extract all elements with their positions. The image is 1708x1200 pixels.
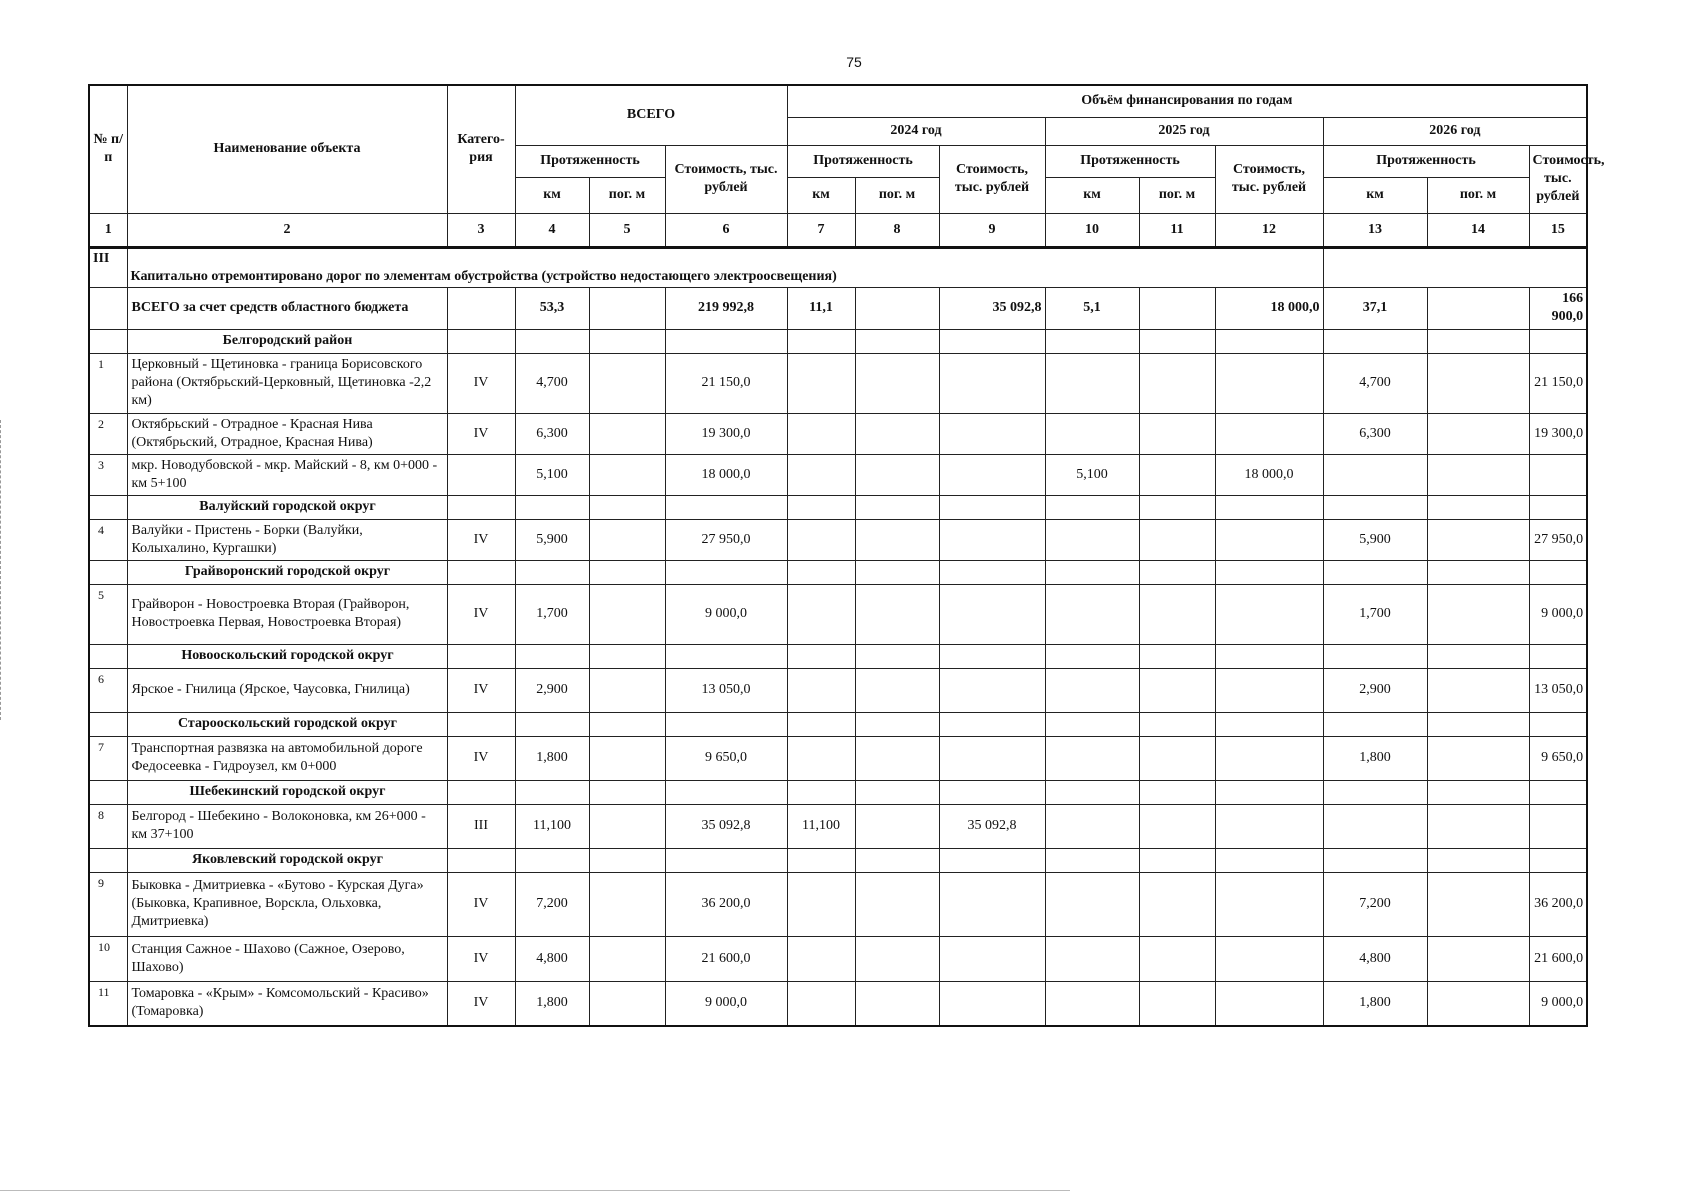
table-row [89, 413, 1587, 454]
district-row [89, 712, 1587, 736]
y2024-km-cell [787, 519, 855, 560]
row-num: 6 [89, 668, 127, 712]
y2024-pm-cell [855, 454, 939, 495]
table-row [89, 936, 1587, 981]
y2025-km-cell [1045, 736, 1139, 780]
header-category: Катего-рия [447, 85, 515, 213]
row-num: 7 [89, 736, 127, 780]
y2026-cost-cell: 21 150,0 [1529, 353, 1587, 413]
column-number: 2 [127, 213, 447, 247]
district-name: Валуйский городской округ [127, 495, 447, 519]
y2024-cost-cell [939, 353, 1045, 413]
cost-cell: 9 000,0 [665, 584, 787, 644]
category-cell: IV [447, 936, 515, 981]
km-cell: 1,700 [515, 584, 589, 644]
total-row [89, 287, 1587, 329]
km-cell: 4,800 [515, 936, 589, 981]
y2024-km-cell [787, 454, 855, 495]
header-year-2024: 2024 год [787, 117, 1045, 145]
y2024-km-cell [787, 668, 855, 712]
financing-table [88, 84, 1605, 1027]
category-cell: IV [447, 736, 515, 780]
pm-cell [589, 353, 665, 413]
y2024-km-cell [787, 413, 855, 454]
district-name: Новооскольский городской округ [127, 644, 447, 668]
district-name: Шебекинский городской округ [127, 780, 447, 804]
y2025-km-cell [1045, 413, 1139, 454]
cost-cell: 21 150,0 [665, 353, 787, 413]
y2025-pm-cell [1139, 981, 1215, 1026]
header-cost: Стоимость, тыс. рублей [1215, 145, 1323, 213]
y2025-cost-cell [1215, 413, 1323, 454]
header-total: ВСЕГО [515, 85, 787, 145]
y2026-pm-cell [1427, 872, 1529, 936]
y2024-cost-cell [939, 519, 1045, 560]
section-num: III [89, 247, 127, 287]
total-2025-cost: 18 000,0 [1215, 287, 1323, 329]
category-cell: IV [447, 519, 515, 560]
y2024-cost-cell [939, 584, 1045, 644]
table-body [89, 247, 1587, 1026]
header-km: км [787, 177, 855, 213]
header-pm: пог. м [1139, 177, 1215, 213]
scan-bottom-rule [0, 1190, 1070, 1191]
pm-cell [589, 668, 665, 712]
cost-cell: 18 000,0 [665, 454, 787, 495]
y2026-cost-cell: 21 600,0 [1529, 936, 1587, 981]
y2026-pm-cell [1427, 981, 1529, 1026]
y2025-pm-cell [1139, 454, 1215, 495]
category-cell [447, 454, 515, 495]
y2026-km-cell: 4,800 [1323, 936, 1427, 981]
district-name: Старооскольский городской округ [127, 712, 447, 736]
y2024-km-cell [787, 353, 855, 413]
district-row [89, 560, 1587, 584]
category-cell: IV [447, 981, 515, 1026]
pm-cell [589, 981, 665, 1026]
category-cell: IV [447, 584, 515, 644]
y2025-pm-cell [1139, 736, 1215, 780]
y2024-cost-cell [939, 872, 1045, 936]
total-2024-cost: 35 092,8 [939, 287, 1045, 329]
y2025-pm-cell [1139, 936, 1215, 981]
cost-cell: 9 650,0 [665, 736, 787, 780]
object-name: Томаровка - «Крым» - Комсомольский - Красиво» (Томаровка) [127, 981, 447, 1026]
y2026-cost-cell: 19 300,0 [1529, 413, 1587, 454]
row-num: 9 [89, 872, 127, 936]
object-name: Станция Сажное - Шахово (Сажное, Озерово, Шахово) [127, 936, 447, 981]
y2024-cost-cell [939, 936, 1045, 981]
header-cost: Стоимость, тыс. рублей [1529, 145, 1587, 213]
y2025-cost-cell [1215, 519, 1323, 560]
column-number: 14 [1427, 213, 1529, 247]
y2026-cost-cell: 9 650,0 [1529, 736, 1587, 780]
y2026-km-cell: 4,700 [1323, 353, 1427, 413]
km-cell: 7,200 [515, 872, 589, 936]
y2026-pm-cell [1427, 736, 1529, 780]
table-row [89, 353, 1587, 413]
y2025-cost-cell: 18 000,0 [1215, 454, 1323, 495]
y2025-pm-cell [1139, 519, 1215, 560]
y2024-pm-cell [855, 519, 939, 560]
y2026-cost-cell: 9 000,0 [1529, 981, 1587, 1026]
y2026-cost-cell [1529, 804, 1587, 848]
category-cell: IV [447, 413, 515, 454]
header-pm: пог. м [589, 177, 665, 213]
y2026-cost-cell: 13 050,0 [1529, 668, 1587, 712]
district-row [89, 329, 1587, 353]
y2025-cost-cell [1215, 872, 1323, 936]
column-number: 9 [939, 213, 1045, 247]
km-cell: 6,300 [515, 413, 589, 454]
y2025-km-cell [1045, 584, 1139, 644]
cost-cell: 13 050,0 [665, 668, 787, 712]
y2025-cost-cell [1215, 804, 1323, 848]
y2024-pm-cell [855, 584, 939, 644]
category-cell: IV [447, 353, 515, 413]
table-row [89, 584, 1587, 644]
y2025-cost-cell [1215, 936, 1323, 981]
category-cell: IV [447, 872, 515, 936]
y2026-km-cell [1323, 454, 1427, 495]
object-name: Грайворон - Новостроевка Вторая (Грайворон, Новостроевка Первая, Новостроевка Вторая) [127, 584, 447, 644]
y2025-pm-cell [1139, 413, 1215, 454]
table-row [89, 872, 1587, 936]
km-cell: 2,900 [515, 668, 589, 712]
y2024-pm-cell [855, 804, 939, 848]
pm-cell [589, 872, 665, 936]
total-2024-km: 11,1 [787, 287, 855, 329]
pm-cell [589, 736, 665, 780]
km-cell: 4,700 [515, 353, 589, 413]
column-number: 8 [855, 213, 939, 247]
y2025-cost-cell [1215, 981, 1323, 1026]
cost-cell: 27 950,0 [665, 519, 787, 560]
cost-cell: 19 300,0 [665, 413, 787, 454]
y2024-cost-cell [939, 454, 1045, 495]
page-number: 75 [846, 54, 862, 70]
y2025-km-cell: 5,100 [1045, 454, 1139, 495]
pm-cell [589, 519, 665, 560]
section-title: Капитально отремонтировано дорог по элементам обустройства (устройство недостающего электроосвещения) [127, 247, 1323, 287]
table-row [89, 981, 1587, 1026]
column-number: 12 [1215, 213, 1323, 247]
y2025-cost-cell [1215, 353, 1323, 413]
district-row [89, 780, 1587, 804]
table-header [89, 85, 1605, 247]
header-km: км [1323, 177, 1427, 213]
y2025-km-cell [1045, 981, 1139, 1026]
row-num: 10 [89, 936, 127, 981]
y2024-km-cell [787, 872, 855, 936]
district-row [89, 495, 1587, 519]
object-name: мкр. Новодубовской - мкр. Майский - 8, км 0+000 - км 5+100 [127, 454, 447, 495]
total-2025-km: 5,1 [1045, 287, 1139, 329]
y2025-pm-cell [1139, 584, 1215, 644]
y2024-km-cell [787, 936, 855, 981]
column-number: 4 [515, 213, 589, 247]
section-row [89, 247, 1587, 287]
km-cell: 5,900 [515, 519, 589, 560]
object-name: Белгород - Шебекино - Волоконовка, км 26+000 - км 37+100 [127, 804, 447, 848]
y2025-km-cell [1045, 353, 1139, 413]
row-num: 2 [89, 413, 127, 454]
header-year-2025: 2025 год [1045, 117, 1323, 145]
y2025-cost-cell [1215, 584, 1323, 644]
column-number: 10 [1045, 213, 1139, 247]
row-num: 5 [89, 584, 127, 644]
column-number: 6 [665, 213, 787, 247]
y2026-km-cell: 1,800 [1323, 981, 1427, 1026]
y2024-cost-cell: 35 092,8 [939, 804, 1045, 848]
district-name: Белгородский район [127, 329, 447, 353]
y2025-km-cell [1045, 519, 1139, 560]
y2026-pm-cell [1427, 668, 1529, 712]
header-length: Протяженность [515, 145, 665, 177]
row-num: 1 [89, 353, 127, 413]
district-name: Яковлевский городской округ [127, 848, 447, 872]
column-number: 1 [89, 213, 127, 247]
y2025-pm-cell [1139, 668, 1215, 712]
y2024-pm-cell [855, 668, 939, 712]
table-row [89, 804, 1587, 848]
row-num: 4 [89, 519, 127, 560]
district-name: Грайворонский городской округ [127, 560, 447, 584]
y2026-km-cell [1323, 804, 1427, 848]
header-name: Наименование объекта [127, 85, 447, 213]
pm-cell [589, 804, 665, 848]
y2024-cost-cell [939, 668, 1045, 712]
km-cell: 11,100 [515, 804, 589, 848]
y2024-pm-cell [855, 981, 939, 1026]
column-number: 13 [1323, 213, 1427, 247]
y2024-pm-cell [855, 872, 939, 936]
y2024-cost-cell [939, 736, 1045, 780]
y2026-km-cell: 1,800 [1323, 736, 1427, 780]
y2026-km-cell: 6,300 [1323, 413, 1427, 454]
total-2026-cost: 166 900,0 [1529, 287, 1587, 329]
object-name: Ярское - Гнилица (Ярское, Чаусовка, Гнилица) [127, 668, 447, 712]
y2026-cost-cell: 27 950,0 [1529, 519, 1587, 560]
table-row [89, 519, 1587, 560]
cost-cell: 9 000,0 [665, 981, 787, 1026]
header-length: Протяженность [1045, 145, 1215, 177]
row-num: 3 [89, 454, 127, 495]
y2026-km-cell: 7,200 [1323, 872, 1427, 936]
y2025-km-cell [1045, 668, 1139, 712]
y2026-pm-cell [1427, 454, 1529, 495]
y2024-cost-cell [939, 413, 1045, 454]
scan-edge-mark [0, 420, 4, 720]
y2024-km-cell [787, 584, 855, 644]
column-number: 3 [447, 213, 515, 247]
object-name: Валуйки - Пристень - Борки (Валуйки, Колыхалино, Кургашки) [127, 519, 447, 560]
cost-cell: 36 200,0 [665, 872, 787, 936]
y2026-pm-cell [1427, 413, 1529, 454]
y2024-pm-cell [855, 413, 939, 454]
object-name: Церковный - Щетиновка - граница Борисовского района (Октябрьский-Церковный, Щетиновка -2,2 км) [127, 353, 447, 413]
table-row [89, 736, 1587, 780]
pm-cell [589, 413, 665, 454]
header-length: Протяженность [1323, 145, 1529, 177]
header-km: км [515, 177, 589, 213]
y2025-pm-cell [1139, 804, 1215, 848]
y2026-cost-cell: 9 000,0 [1529, 584, 1587, 644]
y2026-pm-cell [1427, 936, 1529, 981]
header-length: Протяженность [787, 145, 939, 177]
category-cell: III [447, 804, 515, 848]
y2026-pm-cell [1427, 519, 1529, 560]
header-cost: Стоимость, тыс. рублей [939, 145, 1045, 213]
y2025-pm-cell [1139, 872, 1215, 936]
column-number: 15 [1529, 213, 1587, 247]
district-row [89, 644, 1587, 668]
pm-cell [589, 454, 665, 495]
category-cell: IV [447, 668, 515, 712]
header-funding: Объём финансирования по годам [787, 85, 1587, 117]
total-km: 53,3 [515, 287, 589, 329]
pm-cell [589, 936, 665, 981]
column-number: 11 [1139, 213, 1215, 247]
y2024-km-cell: 11,100 [787, 804, 855, 848]
km-cell: 1,800 [515, 736, 589, 780]
y2026-cost-cell: 36 200,0 [1529, 872, 1587, 936]
total-2026-km: 37,1 [1323, 287, 1427, 329]
y2026-pm-cell [1427, 804, 1529, 848]
y2025-cost-cell [1215, 668, 1323, 712]
pm-cell [589, 584, 665, 644]
object-name: Транспортная развязка на автомобильной дороге Федосеевка - Гидроузел, км 0+000 [127, 736, 447, 780]
column-numbers-row [89, 213, 1587, 247]
header-pm: пог. м [1427, 177, 1529, 213]
column-number: 7 [787, 213, 855, 247]
row-num: 8 [89, 804, 127, 848]
cost-cell: 21 600,0 [665, 936, 787, 981]
total-cost: 219 992,8 [665, 287, 787, 329]
y2025-km-cell [1045, 804, 1139, 848]
header-cost: Стоимость, тыс. рублей [665, 145, 787, 213]
header-pm: пог. м [855, 177, 939, 213]
object-name: Октябрьский - Отрадное - Красная Нива (Октябрьский, Отрадное, Красная Нива) [127, 413, 447, 454]
y2024-km-cell [787, 736, 855, 780]
table-row [89, 454, 1587, 495]
km-cell: 1,800 [515, 981, 589, 1026]
y2024-pm-cell [855, 353, 939, 413]
y2025-cost-cell [1215, 736, 1323, 780]
header-km: км [1045, 177, 1139, 213]
y2025-km-cell [1045, 872, 1139, 936]
km-cell: 5,100 [515, 454, 589, 495]
district-row [89, 848, 1587, 872]
y2026-pm-cell [1427, 584, 1529, 644]
total-name: ВСЕГО за счет средств областного бюджета [127, 287, 447, 329]
table-row [89, 668, 1587, 712]
y2026-cost-cell [1529, 454, 1587, 495]
y2026-pm-cell [1427, 353, 1529, 413]
y2026-km-cell: 2,900 [1323, 668, 1427, 712]
object-name: Быковка - Дмитриевка - «Бутово - Курская Дуга» (Быковка, Крапивное, Ворскла, Ольховка, Дмитриевка) [127, 872, 447, 936]
row-num: 11 [89, 981, 127, 1026]
y2026-km-cell: 1,700 [1323, 584, 1427, 644]
cost-cell: 35 092,8 [665, 804, 787, 848]
y2024-km-cell [787, 981, 855, 1026]
y2025-km-cell [1045, 936, 1139, 981]
header-year-2026: 2026 год [1323, 117, 1587, 145]
column-number: 5 [589, 213, 665, 247]
y2026-km-cell: 5,900 [1323, 519, 1427, 560]
y2025-pm-cell [1139, 353, 1215, 413]
header-num: № п/п [89, 85, 127, 213]
y2024-pm-cell [855, 736, 939, 780]
y2024-pm-cell [855, 936, 939, 981]
y2024-cost-cell [939, 981, 1045, 1026]
